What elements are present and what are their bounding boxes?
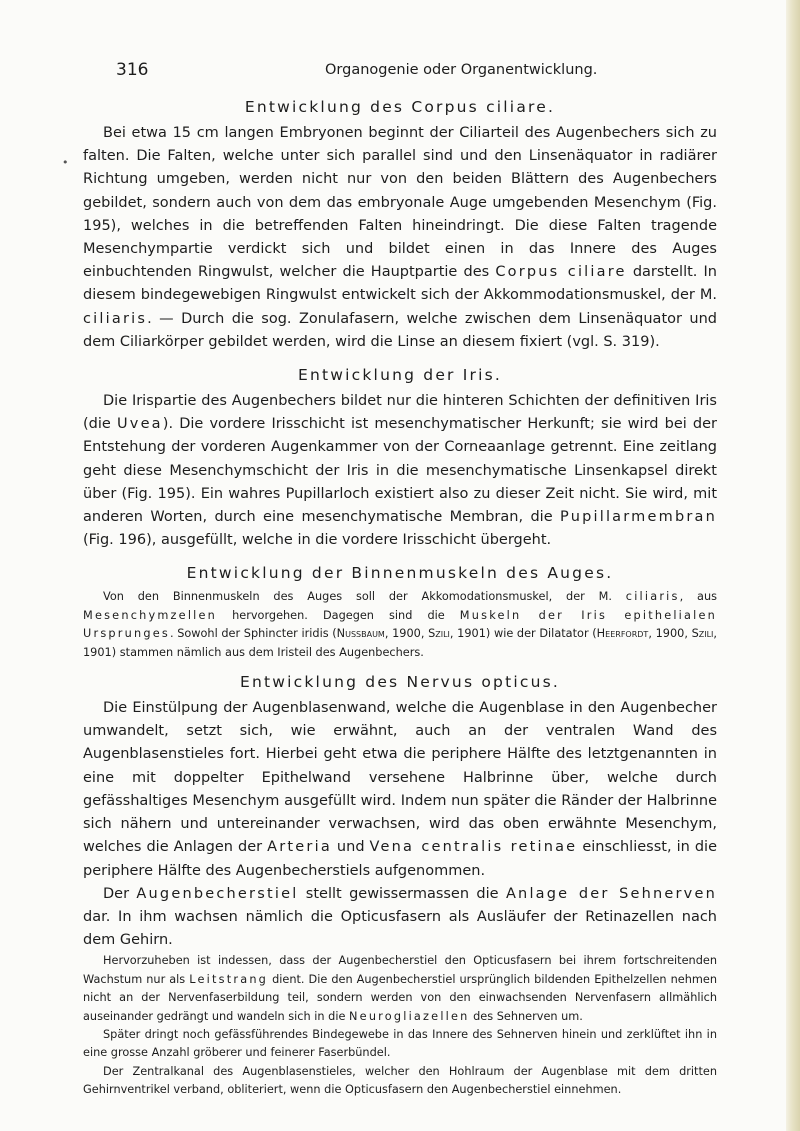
text-run: , 1901) wie der Dilatator (	[449, 627, 597, 641]
page-number: 316	[116, 60, 149, 80]
paragraph-corpus-ciliare	[83, 122, 717, 354]
text-run: , 1900,	[384, 627, 429, 641]
text-run: des Sehnerven um.	[469, 1009, 583, 1023]
paragraph-opticus-small-3: Der Zentralkanal des Augenblasenstieles, welcher den Hohlraum der Augenblase mit dem dritten Gehirnventrikel verband, obliteriert, wenn die Opticusfasern den Augenbecherstiel einnehmen.	[83, 1064, 717, 1097]
text-run: Der	[103, 885, 137, 902]
margin-mark-icon: •	[62, 156, 69, 169]
emphasis-ciliaris: ciliaris	[625, 590, 680, 604]
heading-nervus-opticus: Entwicklung des Nervus opticus.	[239, 673, 561, 692]
text-run: Die Irispartie des Augenbechers bildet nur die hinteren Schichten der definitiven Iris (die	[83, 393, 717, 433]
text-run: und	[331, 839, 370, 856]
text-run: . Sowohl der Sphincter iridis (	[169, 627, 337, 641]
text-run: . — Durch die sog. Zonulafasern, welche zwischen dem Linsenäquator und dem Ciliarkörper gebildet werden, wird die Linse an diesem fixiert (vgl. S. 319).	[83, 310, 717, 350]
paragraph-opticus-small-2: Später dringt noch gefässführendes Bindegewebe in das Innere des Sehnerven hinein und zerklüftet ihn in eine grosse Anzahl gröberer und feinerer Faserbündel.	[83, 1027, 717, 1060]
text-run: Von den Binnenmuskeln des Auges soll der Akkomodationsmuskel, der M.	[103, 590, 626, 604]
page-header	[116, 60, 756, 84]
emphasis-arteria: Arteria	[267, 839, 332, 856]
author-citation: Heerfordt	[596, 627, 649, 641]
emphasis-muskeln-iris: Muskeln der Iris epithelialen Ursprunges	[83, 608, 717, 641]
emphasis-pupillarmembran: Pupillarmembran	[560, 509, 717, 526]
emphasis-uvea: Uvea	[116, 416, 163, 433]
author-citation: Nussbaum	[336, 627, 385, 641]
text-run: dient. Die den Augenbecherstiel ursprünglich bildenden Epithelzellen nehmen nicht an der Nervenfaserbildung teil, sondern werden von den einwachsenden Nervenfasern allmählich auseinander gedrängt und wandeln sich in die	[83, 972, 718, 1023]
text-run: , 1901) stammen nämlich aus dem Iristeil des Augenbechers.	[83, 627, 717, 659]
paragraph-binnenmuskeln	[83, 588, 717, 662]
text-run: hervorgehen. Dagegen sind die	[217, 608, 460, 622]
text-run: ). Die vordere Irisschicht ist mesenchymatischer Herkunft; sie wird bei der Entstehung der vorderen Augenkammer von der Corneaanlage getrennt. Eine zeitlang geht diese Mesenchymschicht der Iris in die mesenchymatische Linsenkapsel direkt über (Fig. 195). Ein wahres Pupillarloch existiert also zu dieser Zeit nicht. Sie wird, mit anderen Worten, durch eine mesenchymatische Membran, die	[83, 416, 718, 526]
emphasis-ciliaris: ciliaris	[83, 310, 148, 327]
text-run: Die Einstülpung der Augenblasenwand, welche die Augenblase in den Augenbecher umwandelt, setzt sich, wie erwähnt, auch an der ventralen Wand des Augenblasenstieles fort. Hierbei geht etwa die periphere Hälfte des letztgenannten in eine mit doppelter Epithelwand versehene Halbrinne über, welche durch gefässhaltiges Mesenchym ausgefüllt wird. Indem nun später die Ränder der Halbrinne sich nähern und untereinander verwachsen, wird das oben erwähnte Mesenchym, welches die Anlagen der	[83, 700, 717, 856]
emphasis-neurogliazellen: Neurogliazellen	[349, 1009, 470, 1023]
text-run: Bei etwa 15 cm langen Embryonen beginnt der Ciliarteil des Augenbechers sich zu falten. Die Falten, welche unter sich parallel sind und den Linsenäquator in radiärer Richtung umgeben, werden nicht nur von den beiden Blättern des Augenbechers gebildet, sondern auch von dem das embryonale Auge umgebenden Mesenchym (Fig. 195), welches in die betreffenden Falten hineindringt. Die diese Falten tragende Mesenchympartie verdickt sich und bildet einen in das Innere des Auges einbuchtenden Ringwulst, welcher die Hauptpartie des	[83, 125, 717, 281]
paragraph-opticus-2	[83, 883, 717, 953]
paragraph-opticus-1	[83, 697, 717, 883]
text-run: einschliesst, in die periphere Hälfte des Augenbecherstiels aufgenommen.	[83, 839, 717, 879]
paragraph-iris	[83, 390, 717, 552]
heading-corpus-ciliare: Entwicklung des Corpus ciliare.	[244, 98, 556, 116]
paragraph-opticus-small-1	[83, 952, 717, 1026]
text-run: , aus	[679, 590, 717, 604]
text-run: stellt gewissermassen die	[298, 885, 506, 902]
text-run: , 1900,	[648, 627, 692, 641]
emphasis-anlage-sehnerven: Anlage der Sehnerven	[505, 885, 717, 902]
emphasis-corpus-ciliare: Corpus ciliare	[495, 264, 627, 281]
text-run: (Fig. 196), ausgefüllt, welche in die vordere Irisschicht übergeht.	[83, 532, 552, 549]
page-body	[83, 98, 717, 1100]
author-citation: Szili	[691, 627, 714, 641]
emphasis-leitstrang: Leitstrang	[189, 972, 269, 986]
emphasis-augenbecherstiel: Augenbecherstiel	[136, 885, 299, 902]
page-edge	[786, 0, 800, 1131]
heading-binnenmuskeln: Entwicklung der Binnenmuskeln des Auges.	[186, 564, 614, 583]
running-title: Organogenie oder Organentwicklung.	[325, 62, 598, 78]
heading-iris: Entwicklung der Iris.	[297, 366, 503, 385]
text-run: dar. In ihm wachsen nämlich die Opticusfasern als Ausläufer der Retinazellen nach dem Gehirn.	[83, 908, 717, 949]
text-run: Hervorzuheben ist indessen, dass der Augenbecherstiel den Opticusfasern bei ihrem fortschreitenden Wachstum nur als	[83, 954, 717, 986]
author-citation: Szili	[428, 627, 450, 641]
emphasis-vena-centralis: Vena centralis retinae	[369, 839, 578, 856]
text-run: darstellt. In diesem bindegewebigen Ringwulst entwickelt sich der Akkommodationsmuskel, der M.	[83, 264, 717, 304]
emphasis-mesenchymzellen: Mesenchymzellen	[83, 608, 218, 622]
